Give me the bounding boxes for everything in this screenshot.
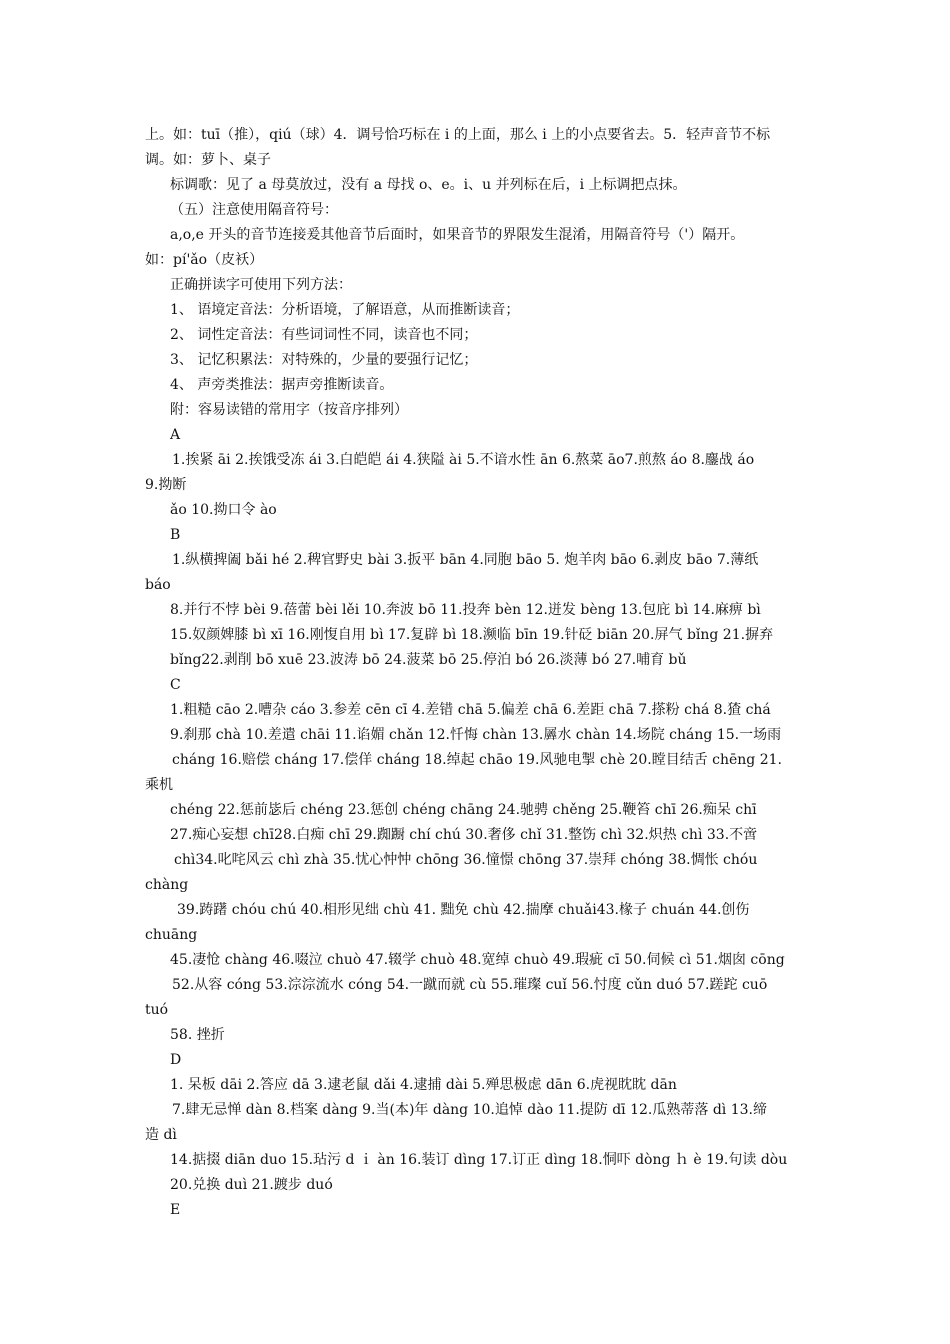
text-line: 14.掂掇 diān duo 15.玷污 d ｉ àn 16.装订 dìng 17.订正 dìng 18.恫吓 dòng ｈ è 19.句读 dòu (170, 1152, 788, 1168)
text-line: 1.粗糙 cāo 2.嘈杂 cáo 3.参差 cēn cī 4.差错 chā 5.偏差 chā 6.差距 chā 7.搽粉 chá 8.猹 chá (170, 702, 771, 718)
list-item: 4、 声旁类推法：据声旁推断读音。 (170, 377, 394, 393)
text-line: 1.纵横捭阖 bǎi hé 2.稗官野史 bài 3.扳平 bān 4.同胞 bāo 5. 炮羊肉 bāo 6.剥皮 bāo 7.薄纸 (172, 552, 759, 568)
text-line: 标调歌：见了 a 母莫放过，没有 a 母找 o、e。i、u 并列标在后，i 上标调把点抹。 (170, 177, 687, 193)
text-line: 调。如：萝卜、桌子 (145, 152, 271, 168)
text-line: chéng 22.惩前毖后 chéng 23.惩创 chéng chāng 24.驰骋 chěng 25.鞭笞 chī 26.痴呆 chī (170, 802, 757, 818)
text-line: 9.拗断 (145, 477, 187, 493)
text-line: 15.奴颜婢膝 bì xī 16.刚愎自用 bì 17.复辟 bì 18.濒临 bīn 19.针砭 biān 20.屏气 bǐng 21.摒弃 (170, 627, 774, 643)
list-item: 3、 记忆积累法：对特殊的，少量的要强行记忆； (170, 352, 478, 368)
text-line: 27.痴心妄想 chī28.白痴 chī 29.踟蹰 chí chú 30.奢侈 chǐ 31.整饬 chì 32.炽热 chì 33.不啻 (170, 827, 758, 843)
text-line: 乘机 (145, 777, 173, 793)
text-line: 造 dì (145, 1127, 177, 1143)
text-line: 39.踌躇 chóu chú 40.相形见绌 chù 41. 黜免 chù 42.揣摩 chuǎi43.椽子 chuán 44.创伤 (177, 902, 750, 918)
list-item: 1、 语境定音法：分析语境，了解语意，从而推断读音； (170, 302, 520, 318)
text-line: chuāng (145, 927, 198, 943)
letter-heading-a: A (170, 427, 181, 443)
text-line: 52.从容 cóng 53.淙淙流水 cóng 54.一蹴而就 cù 55.璀璨 cuǐ 56.忖度 cǔn duó 57.蹉跎 cuō (172, 977, 768, 993)
appendix-heading: 附：容易读错的常用字（按音序排列） (170, 402, 408, 418)
letter-heading-b: B (170, 527, 181, 543)
text-line: ǎo 10.拗口令 ào (170, 502, 277, 518)
letter-heading-c: C (170, 677, 181, 693)
text-line: chì34.叱咤风云 chì zhà 35.忧心忡忡 chōng 36.憧憬 chōng 37.崇拜 chóng 38.惆怅 chóu (174, 852, 758, 868)
text-line: tuó (145, 1002, 169, 1018)
text-line: báo (145, 577, 171, 593)
text-line: bǐng22.剥削 bō xuē 23.波涛 bō 24.菠菜 bō 25.停泊 bó 26.淡薄 bó 27.哺育 bǔ (170, 652, 687, 668)
text-line: a,o,e 开头的音节连接爰其他音节后面时，如果音节的界限发生混淆，用隔音符号（'）隔开。 (170, 227, 745, 243)
text-line: 正确拼读字可使用下列方法： (170, 277, 352, 293)
text-line: 20.兑换 duì 21.踱步 duó (170, 1177, 333, 1193)
letter-heading-d: D (170, 1052, 182, 1068)
text-line: 9.刹那 chà 10.差遣 chāi 11.谄媚 chǎn 12.忏悔 chàn 13.羼水 chàn 14.场院 cháng 15.一场雨 (170, 727, 782, 743)
text-line: 1. 呆板 dāi 2.答应 dā 3.逮老鼠 dǎi 4.逮捕 dài 5.殚思极虑 dān 6.虎视眈眈 dān (170, 1077, 677, 1093)
text-line: 45.凄怆 chàng 46.啜泣 chuò 47.辍学 chuò 48.宽绰 chuò 49.瑕疵 cī 50.伺候 cì 51.烟囱 cōng (170, 952, 785, 968)
list-item: 2、 词性定音法：有些词词性不同，读音也不同； (170, 327, 478, 343)
text-line: 58. 挫折 (170, 1027, 225, 1043)
text-line: 1.挨紧 āi 2.挨饿受冻 ái 3.白皑皑 ái 4.狭隘 ài 5.不谙水性 ān 6.熬菜 āo7.煎熬 áo 8.鏖战 áo (172, 452, 755, 468)
text-line: cháng 16.赔偿 cháng 17.偿佯 cháng 18.绰起 chāo 19.风驰电掣 chè 20.瞠目结舌 chēng 21. (172, 752, 782, 768)
text-line: chàng (145, 877, 189, 893)
section-heading: （五）注意使用隔音符号： (170, 202, 338, 218)
letter-heading-e: E (170, 1202, 181, 1218)
text-line: 8.并行不悖 bèi 9.蓓蕾 bèi lěi 10.奔波 bō 11.投奔 bèn 12.迸发 bèng 13.包庇 bì 14.麻痹 bì (170, 602, 761, 618)
text-line: 上。如：tuī（推），qiú（球）4．调号恰巧标在 i 的上面，那么 i 上的小点要省去。5．轻声音节不标 (145, 127, 771, 143)
text-line: 7.肆无忌惮 dàn 8.档案 dàng 9.当(本)年 dàng 10.追悼 dào 11.提防 dī 12.瓜熟蒂落 dì 13.缔 (172, 1102, 767, 1118)
text-line: 如：pí'ǎo（皮袄） (145, 252, 264, 268)
